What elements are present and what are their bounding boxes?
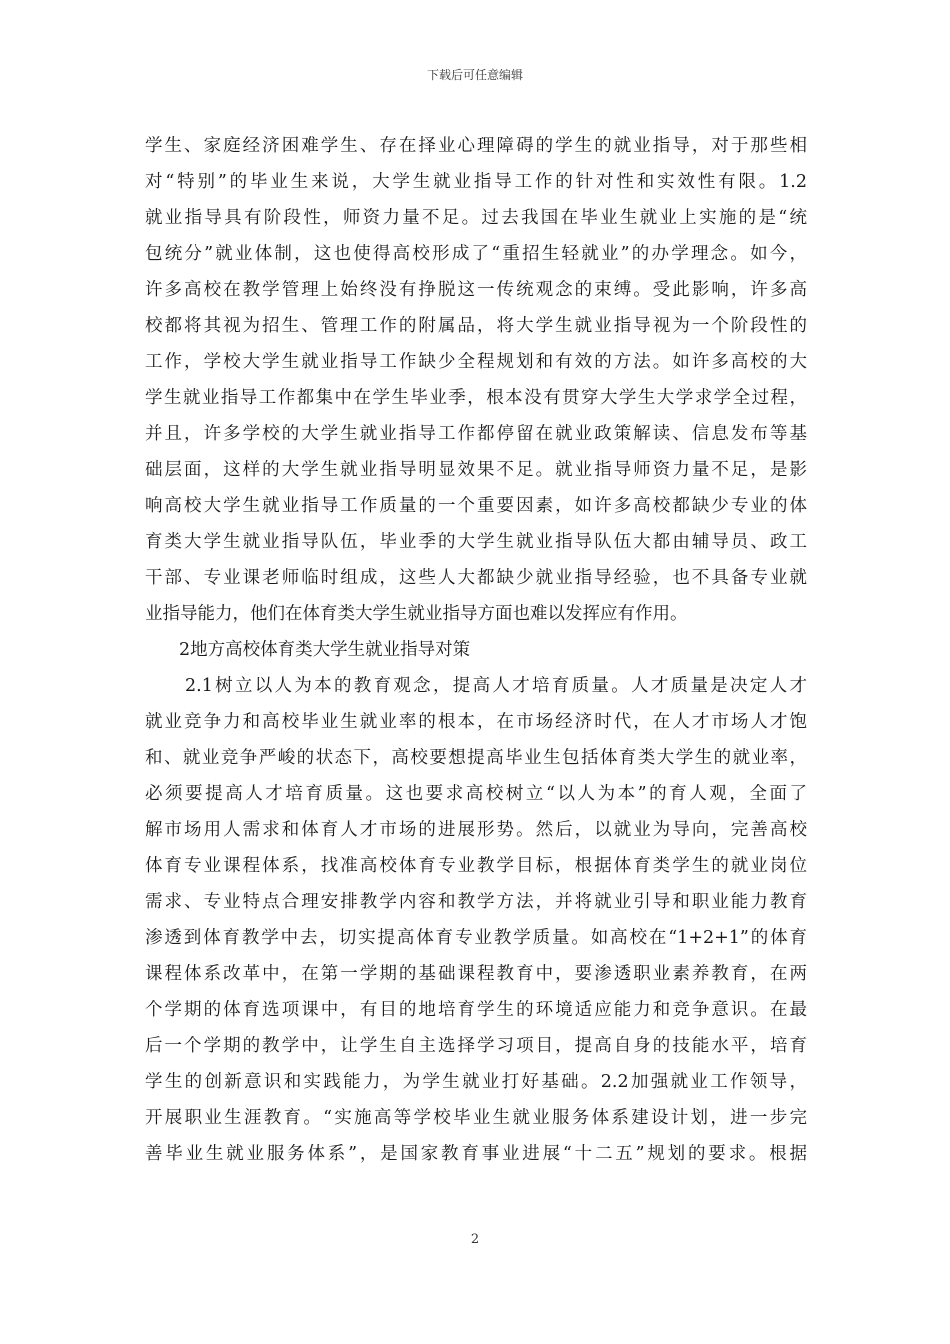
text-line: 开展职业生涯教育。“实施高等学校毕业生就业服务体系建设计划，进一步完 [145,1108,807,1128]
text-line: 必须要提高人才培育质量。这也要求高校树立“以人为本”的育人观，全面了 [145,784,807,804]
text-line: 育类大学生就业指导队伍，毕业季的大学生就业指导队伍大都由辅导员、政工 [145,532,807,552]
text-line: 渗透到体育教学中去，切实提高体育专业教学质量。如高校在“1+2+1”的体育 [145,928,807,948]
page-header: 下载后可任意编辑 [426,68,523,82]
text-line: 后一个学期的教学中，让学生自主选择学习项目，提高自身的技能水平，培育 [145,1036,807,1056]
text-line: 就业指导具有阶段性，师资力量不足。过去我国在毕业生就业上实施的是“统 [145,208,807,228]
text-line: 并且，许多学校的大学生就业指导工作都停留在就业政策解读、信息发布等基 [145,424,807,444]
section-heading: 2地方高校体育类大学生就业指导对策 [179,640,471,660]
text-line: 学生、家庭经济困难学生、存在择业心理障碍的学生的就业指导，对于那些相 [145,136,807,156]
text-line: 包统分”就业体制，这也使得高校形成了“重招生轻就业”的办学理念。如今， [145,244,807,264]
text-line: 课程体系改革中，在第一学期的基础课程教育中，要渗透职业素养教育，在两 [145,964,807,984]
text-line: 需求、专业特点合理安排教学内容和教学方法，并将就业引导和职业能力教育 [145,892,807,912]
text-line: 就业竞争力和高校毕业生就业率的根本，在市场经济时代，在人才市场人才饱 [145,712,807,732]
text-line: 对“特别”的毕业生来说，大学生就业指导工作的针对性和实效性有限。1.2 [145,172,807,192]
text-line: 干部、专业课老师临时组成，这些人大都缺少就业指导经验，也不具备专业就 [145,568,807,588]
document-body [145,128,807,1172]
paragraph-1 [145,128,807,632]
text-line: 和、就业竞争严峻的状态下，高校要想提高毕业生包括体育类大学生的就业率， [145,748,807,768]
page-number: 2 [470,1232,480,1247]
text-line: 工作，学校大学生就业指导工作缺少全程规划和有效的方法。如许多高校的大 [145,352,807,372]
text-line: 学生就业指导工作都集中在学生毕业季，根本没有贯穿大学生大学求学全过程， [145,388,807,408]
text-line: 响高校大学生就业指导工作质量的一个重要因素，如许多高校都缺少专业的体 [145,496,807,516]
text-line: 学生的创新意识和实践能力，为学生就业打好基础。2.2加强就业工作领导， [145,1072,807,1092]
text-line: 解市场用人需求和体育人才市场的进展形势。然后，以就业为导向，完善高校 [145,820,807,840]
text-line: 校都将其视为招生、管理工作的附属品，将大学生就业指导视为一个阶段性的 [145,316,807,336]
text-line: 许多高校在教学管理上始终没有挣脱这一传统观念的束缚。受此影响，许多高 [145,280,807,300]
text-line: 个学期的体育选项课中，有目的地培育学生的环境适应能力和竞争意识。在最 [145,1000,807,1020]
text-line: 善毕业生就业服务体系”，是国家教育事业进展“十二五”规划的要求。根据 [145,1144,807,1164]
text-line: 础层面，这样的大学生就业指导明显效果不足。就业指导师资力量不足，是影 [145,460,807,480]
text-line: 2.1树立以人为本的教育观念，提高人才培育质量。人才质量是决定人才 [185,676,807,696]
text-line: 体育专业课程体系，找准高校体育专业教学目标，根据体育类学生的就业岗位 [145,856,807,876]
text-line: 业指导能力，他们在体育类大学生就业指导方面也难以发挥应有作用。 [145,604,688,624]
paragraph-2 [145,668,807,1172]
